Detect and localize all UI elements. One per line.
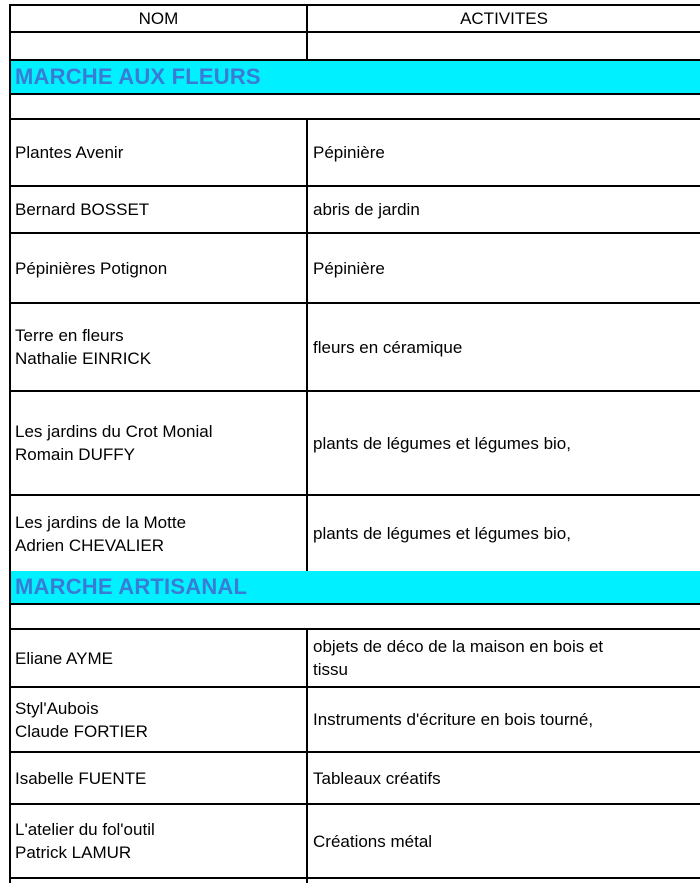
table-row	[9, 630, 700, 686]
vendor-activity[interactable]: Créations métal	[313, 831, 433, 851]
vendor-name[interactable]: Terre en fleurs Nathalie EINRICK	[9, 304, 308, 390]
table-row	[9, 120, 700, 185]
table-row	[9, 753, 700, 803]
vendor-activity[interactable]: plants de légumes et légumes bio,	[313, 524, 571, 543]
vendor-activity[interactable]: plants de légumes et légumes bio,	[313, 433, 571, 453]
table-row	[9, 304, 700, 390]
empty-cell[interactable]	[9, 33, 308, 60]
vendor-activity[interactable]: objets de déco de la maison en bois et tissu	[313, 637, 604, 679]
empty-cell[interactable]	[308, 33, 700, 60]
table-row	[9, 234, 700, 302]
section-title-artisanal[interactable]	[9, 571, 700, 603]
blank-row	[9, 95, 700, 118]
vendor-name[interactable]: Plantes Avenir	[9, 120, 308, 185]
vendor-activity[interactable]: fleurs en céramique	[313, 337, 463, 357]
table-row	[9, 392, 700, 494]
section-title-fleurs[interactable]	[9, 61, 700, 93]
header-name[interactable]: NOM	[9, 4, 308, 32]
grid-line	[9, 4, 700, 6]
vendor-name[interactable]: Pépinières Potignon	[9, 234, 308, 302]
vendor-activity[interactable]: abris de jardin	[313, 200, 420, 219]
partial-row	[9, 879, 700, 883]
header-row	[9, 4, 700, 32]
vendor-name[interactable]: Les jardins de la Motte Adrien CHEVALIER	[9, 496, 308, 571]
empty-row	[9, 33, 700, 60]
vendor-name[interactable]: Les jardins du Crot Monial Romain DUFFY	[9, 392, 308, 494]
section-title-text: MARCHE ARTISANAL	[15, 574, 248, 599]
empty-cell[interactable]	[9, 879, 308, 883]
vendor-name[interactable]: Styl'Aubois Claude FORTIER	[9, 688, 308, 751]
table-row	[9, 496, 700, 571]
table-row	[9, 688, 700, 751]
vendor-activity[interactable]: Instruments d'écriture en bois tourné,	[313, 710, 594, 729]
vendor-name[interactable]: L'atelier du fol'outil Patrick LAMUR	[9, 805, 308, 877]
vendor-activity[interactable]: Pépinière	[313, 143, 385, 162]
vendor-activity[interactable]: Tableaux créatifs	[313, 768, 441, 788]
table-row	[9, 187, 700, 232]
vendor-name[interactable]: Eliane AYME	[9, 630, 308, 686]
header-activities[interactable]: ACTIVITES	[460, 8, 548, 28]
vendor-activity[interactable]: Pépinière	[313, 258, 385, 278]
vendor-name[interactable]: Isabelle FUENTE	[9, 753, 308, 803]
table-row	[9, 805, 700, 877]
section-title-text: MARCHE AUX FLEURS	[15, 64, 261, 89]
blank-row	[9, 605, 700, 628]
vendor-name[interactable]: Bernard BOSSET	[9, 187, 308, 232]
